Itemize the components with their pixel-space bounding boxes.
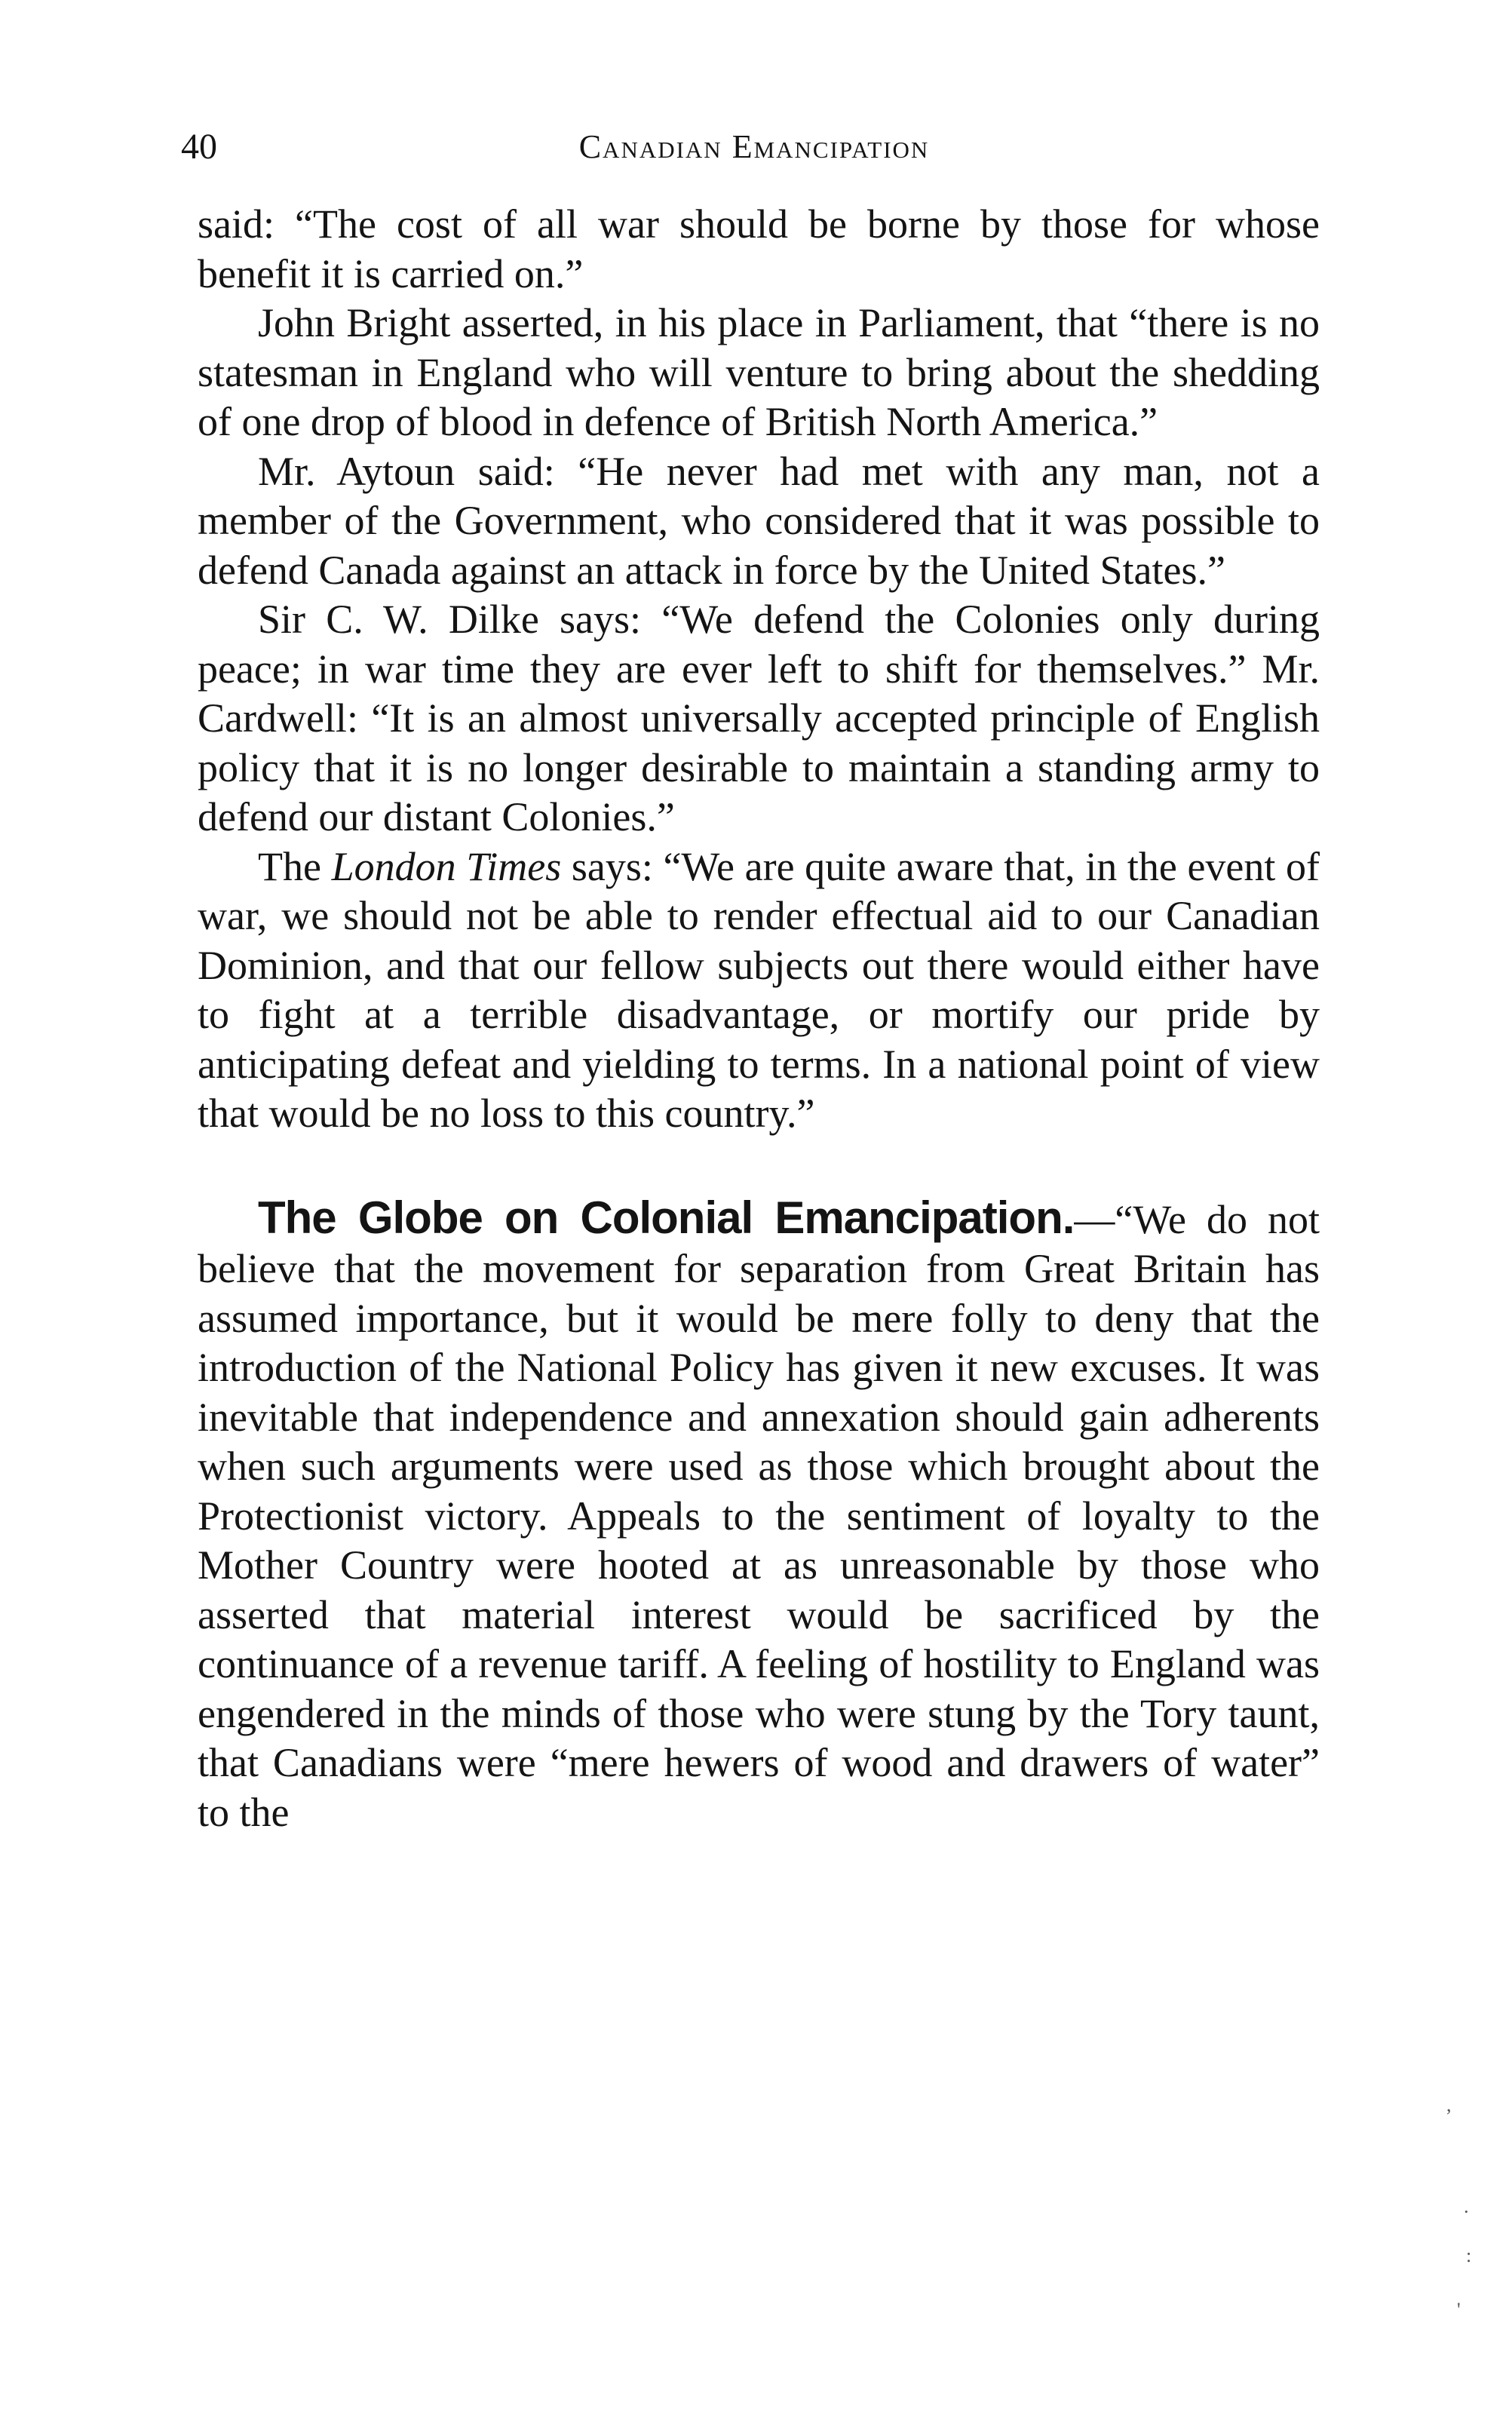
newspaper-title: London Times — [331, 843, 562, 889]
margin-speck: : — [1466, 2245, 1472, 2266]
paragraph-cost-of-war: said: “The cost of all war should be borne by those for whose benefit it is carried on.” — [198, 201, 1320, 296]
london-times-quote: says: “We are quite aware that, in the event of war, we should not be able to render effectual aid to our Canadian Dominion, and that our fellow subjects out there would either have to fight at a terrible disadvantage, or mortify our pride by anticipating defeat and yielding to terms. In a national point of view that would be no loss to this country.” — [198, 843, 1320, 1136]
page-header — [181, 121, 1327, 173]
margin-speck: · — [1463, 2201, 1470, 2223]
margin-speck: ' — [1457, 2299, 1461, 2321]
globe-quote: —“We do not believe that the movement for separation from Great Britain has assumed importance, but it would be mere folly to deny that the introduction of the National Policy has given it new excuses. It was inevitable that independence and annexation should gain adherents when such arguments were used as those which brought about the Protectionist victory. Appeals to the sentiment of loyalty to the Mother Country were hooted at as unreasonable by those who asserted that material interest would be sacrificed by the continuance of a revenue tariff. A feeling of hostility to England was engendered in the minds of those who were stung by the Tory taunt, that Canadians were “mere hewers of wood and drawers of water” to the — [198, 1196, 1320, 1835]
paragraph-globe — [198, 1193, 1320, 1838]
paragraph-dilke-cardwell: Sir C. W. Dilke says: “We defend the Colonies only during peace; in war time they are ever left to shift for themselves.” Mr. Cardwell: “It is an almost universally accepted principle of English policy that it is no longer desirable to maintain a standing army to defend our distant Colonies.” — [198, 597, 1320, 839]
body-text — [198, 200, 1320, 1837]
page-number: 40 — [181, 127, 217, 167]
paragraph-london-times — [198, 842, 1320, 1139]
paragraph-john-bright: John Bright asserted, in his place in Parliament, that “there is no statesman in England who will venture to bring about the shedding of one drop of blood in defence of British North America.” — [198, 300, 1320, 444]
section-heading: The Globe on Colonial Emancipation. — [258, 1192, 1075, 1243]
margin-speck: , — [1446, 2094, 1452, 2116]
running-head: Canadian Emancipation — [578, 128, 930, 165]
london-times-intro: The — [258, 843, 332, 889]
paragraph-aytoun: Mr. Aytoun said: “He never had met with any man, not a member of the Government, who considered that it was possible to defend Canada against an attack in force by the United States.” — [198, 448, 1320, 593]
